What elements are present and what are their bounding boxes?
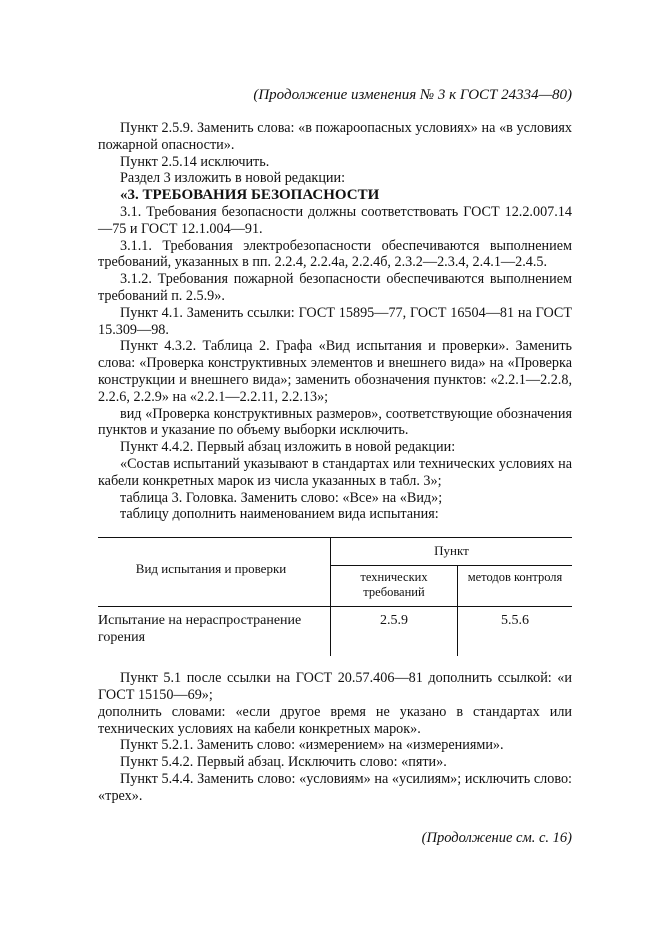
paragraph: Пункт 2.5.9. Заменить слова: «в пожароопасных условиях» на «в условиях пожарной опасности».: [98, 120, 572, 153]
paragraph: вид «Проверка конструктивных размеров», соответствующие обозначения пунктов и указание по объему выборки исключить.: [98, 405, 572, 439]
col-req-header: технических требований: [331, 566, 458, 607]
table-row: [98, 607, 572, 657]
paragraph: Пункт 5.4.2. Первый абзац. Исключить слово: «пяти».: [120, 754, 447, 771]
continuation-note: (Продолжение см. с. 16): [421, 829, 572, 846]
paragraph: Пункт 4.3.2. Таблица 2. Графа «Вид испытания и проверки». Заменить слова: «Проверка конструктивных элементов и внешнего вида» на «Проверка конструкции и внешнего вида»; заменить обозначения пунктов: «2.2.1—2.2.8, 2.2.6, 2.2.9» на «2.2.1—2.2.11, 2.2.13»;: [98, 338, 572, 405]
paragraph: Пункт 4.1. Заменить ссылки: ГОСТ 15895—77, ГОСТ 16504—81 на ГОСТ 15.309—98.: [98, 304, 572, 338]
paragraph: Пункт 5.4.4. Заменить слово: «условиям» на «усилиям»; исключить слово: «трех».: [98, 770, 572, 804]
test-table: [98, 537, 572, 656]
paragraph: Пункт 2.5.14 исключить.: [120, 153, 270, 170]
paragraph: Пункт 5.1 после ссылки на ГОСТ 20.57.406—81 дополнить ссылкой: «и ГОСТ 15150—69»;: [98, 670, 572, 703]
paragraph: 3.1. Требования безопасности должны соответствовать ГОСТ 12.2.007.14—75 и ГОСТ 12.1.004—91.: [98, 203, 572, 237]
col-test-header: Вид испытания и проверки: [98, 538, 331, 607]
paragraph: Раздел 3 изложить в новой редакции:: [120, 170, 346, 187]
paragraph: Пункт 4.4.2. Первый абзац изложить в новой редакции:: [120, 439, 456, 456]
row-req-value: 2.5.9: [331, 607, 458, 657]
paragraph: «Состав испытаний указывают в стандартах или технических условиях на кабели конкретных марок из числа указанных в табл. 3»;: [98, 455, 572, 489]
body-bottom: [98, 670, 572, 804]
paragraph: 3.1.1. Требования электробезопасности обеспечиваются выполнением требований, указанных в пп. 2.2.4, 2.2.4а, 2.2.4б, 2.3.2—2.3.4, 2.4.1—2.4.5.: [98, 237, 572, 271]
body-top: [98, 120, 572, 523]
paragraph: таблицу дополнить наименованием вида испытания:: [120, 506, 439, 523]
paragraph: 3.1.2. Требования пожарной безопасности обеспечиваются выполнением требований п. 2.5.9».: [98, 271, 572, 304]
section-heading: «3. ТРЕБОВАНИЯ БЕЗОПАСНОСТИ: [120, 187, 380, 204]
paragraph: Пункт 5.2.1. Заменить слово: «измерением» на «измерениями».: [120, 737, 504, 754]
row-test-name: Испытание на нераспространение горения: [98, 607, 331, 657]
document-page: [98, 86, 572, 847]
col-group-header: Пункт: [331, 538, 573, 566]
col-methods-header: методов контроля: [458, 566, 573, 607]
paragraph: дополнить словами: «если другое время не указано в стандартах или технических условиях на кабели конкретных марок».: [98, 703, 572, 737]
row-methods-value: 5.5.6: [501, 613, 529, 629]
running-header: (Продолжение изменения № 3 к ГОСТ 24334—80): [253, 87, 572, 103]
paragraph: таблица 3. Головка. Заменить слово: «Все» на «Вид»;: [120, 489, 443, 506]
